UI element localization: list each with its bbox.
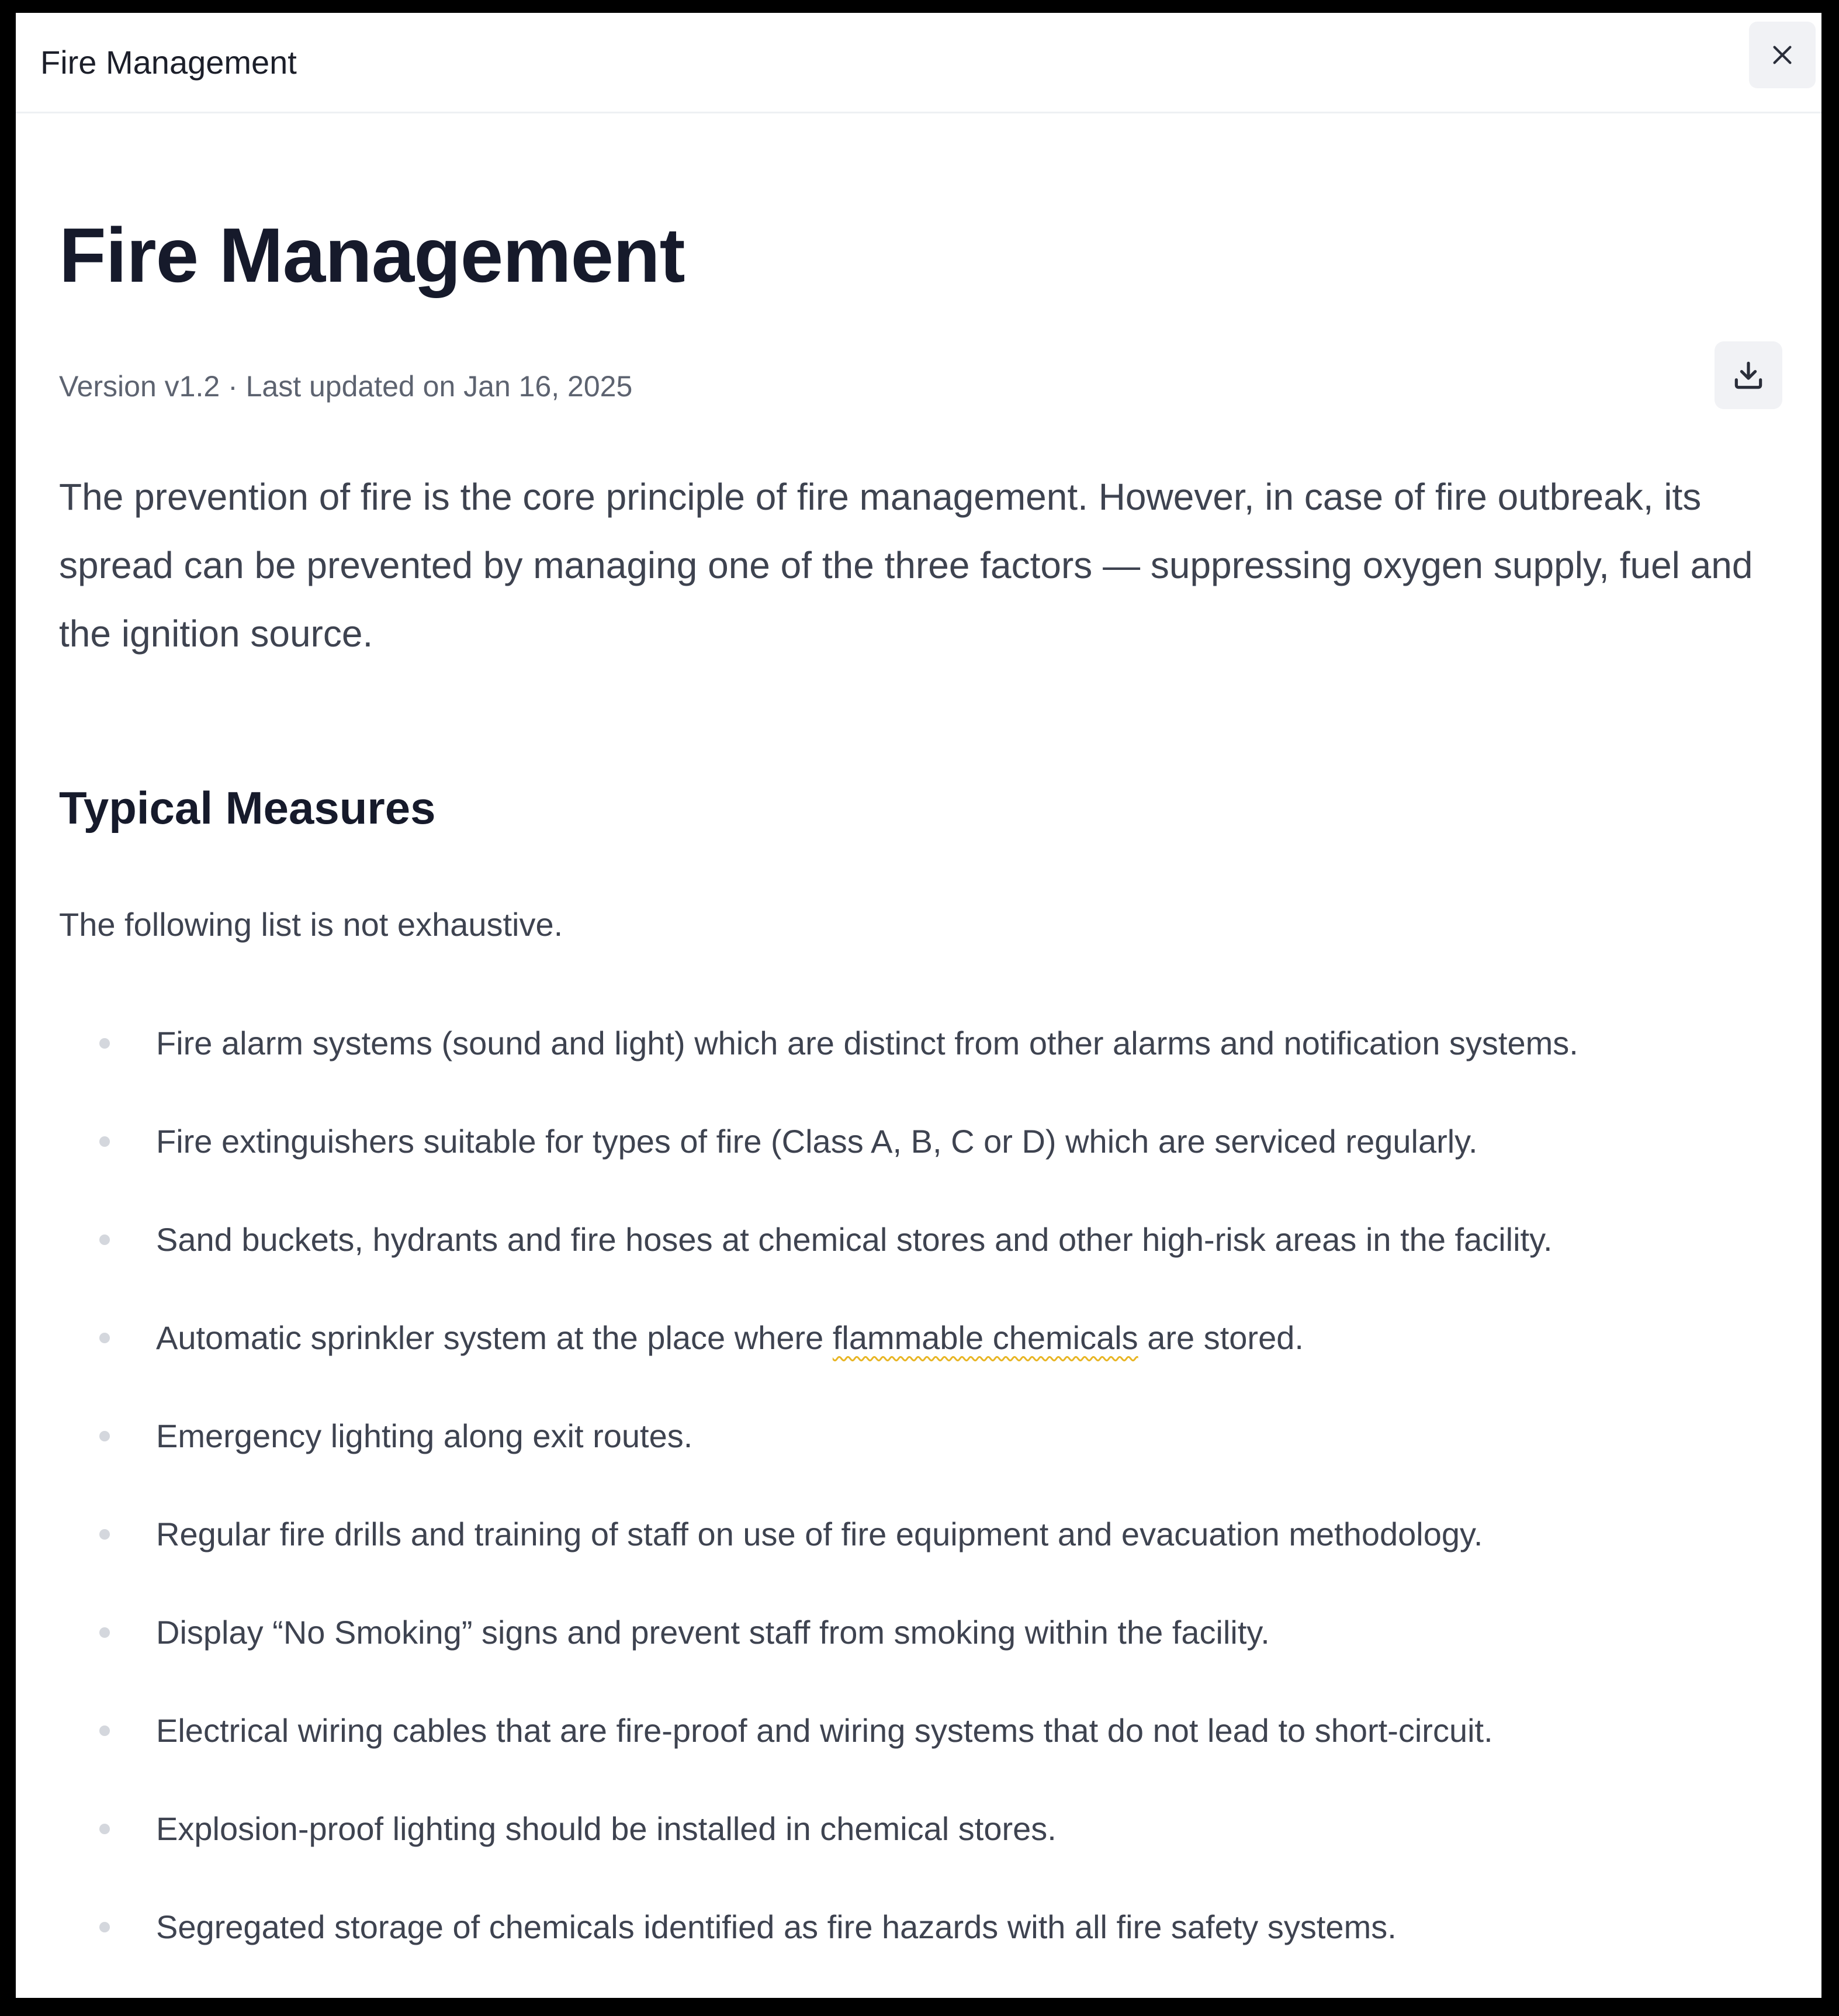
bullet-icon <box>99 1725 110 1736</box>
version-info: Version v1.2 · Last updated on Jan 16, 2025 <box>59 370 633 403</box>
close-button[interactable] <box>1749 22 1816 88</box>
bullet-icon <box>99 1529 110 1540</box>
list-item <box>16 1515 1821 1613</box>
list-item <box>16 1122 1821 1220</box>
bullet-icon <box>99 1333 110 1343</box>
section-heading: Typical Measures <box>59 782 436 834</box>
list-item <box>16 1319 1821 1417</box>
bullet-icon <box>99 1627 110 1638</box>
list-item-text: Display “No Smoking” signs and prevent staff from smoking within the facility. <box>156 1614 1270 1651</box>
list-item-text: Segregated storage of chemicals identified as fire hazards with all fire safety systems. <box>156 1908 1397 1945</box>
list-item-text: Electrical wiring cables that are fire-proof and wiring systems that do not lead to short-circuit. <box>156 1712 1493 1749</box>
list-item <box>16 1711 1821 1810</box>
close-icon <box>1769 42 1796 68</box>
list-item-text: Fire extinguishers suitable for types of fire (Class A, B, C or D) which are serviced regularly. <box>156 1123 1478 1160</box>
measures-list <box>16 1024 1821 1998</box>
list-item-text: Sand buckets, hydrants and fire hoses at chemical stores and other high-risk areas in the facility. <box>156 1221 1553 1258</box>
bullet-icon <box>99 1038 110 1049</box>
download-icon <box>1730 357 1767 393</box>
list-item-text-after: are stored. <box>1138 1319 1304 1356</box>
list-item <box>16 1613 1821 1711</box>
list-item-text: Explosion-proof lighting should be installed in chemical stores. <box>156 1810 1057 1847</box>
spellcheck-flagged-word[interactable]: flammable chemicals <box>832 1319 1138 1356</box>
intro-paragraph: The prevention of fire is the core principle of fire management. However, in case of fire outbreak, its spread can be prevented by managing one of the three factors — suppressing oxygen supply, fuel and the ignition source. <box>59 476 1753 655</box>
list-item-text: Regular fire drills and training of staff on use of fire equipment and evacuation methodology. <box>156 1516 1483 1552</box>
download-button[interactable] <box>1715 341 1782 409</box>
bullet-icon <box>99 1235 110 1245</box>
section-note: The following list is not exhaustive. <box>59 906 563 943</box>
list-item <box>16 1810 1821 1908</box>
modal-header <box>16 13 1821 113</box>
list-item <box>16 1417 1821 1515</box>
modal-title: Fire Management <box>40 44 297 81</box>
document-modal <box>16 13 1821 1998</box>
bullet-icon <box>99 1136 110 1147</box>
list-item-text-before: Automatic sprinkler system at the place where <box>156 1319 833 1356</box>
list-item <box>16 1024 1821 1122</box>
list-item-text: Fire alarm systems (sound and light) which are distinct from other alarms and notification systems. <box>156 1025 1578 1061</box>
page-title: Fire Management <box>59 212 685 298</box>
list-item-text <box>156 1319 1304 1357</box>
bullet-icon <box>99 1824 110 1834</box>
bullet-icon <box>99 1922 110 1932</box>
bullet-icon <box>99 1431 110 1441</box>
list-item <box>16 1220 1821 1319</box>
list-item-text: Emergency lighting along exit routes. <box>156 1417 693 1454</box>
list-item <box>16 1908 1821 1998</box>
